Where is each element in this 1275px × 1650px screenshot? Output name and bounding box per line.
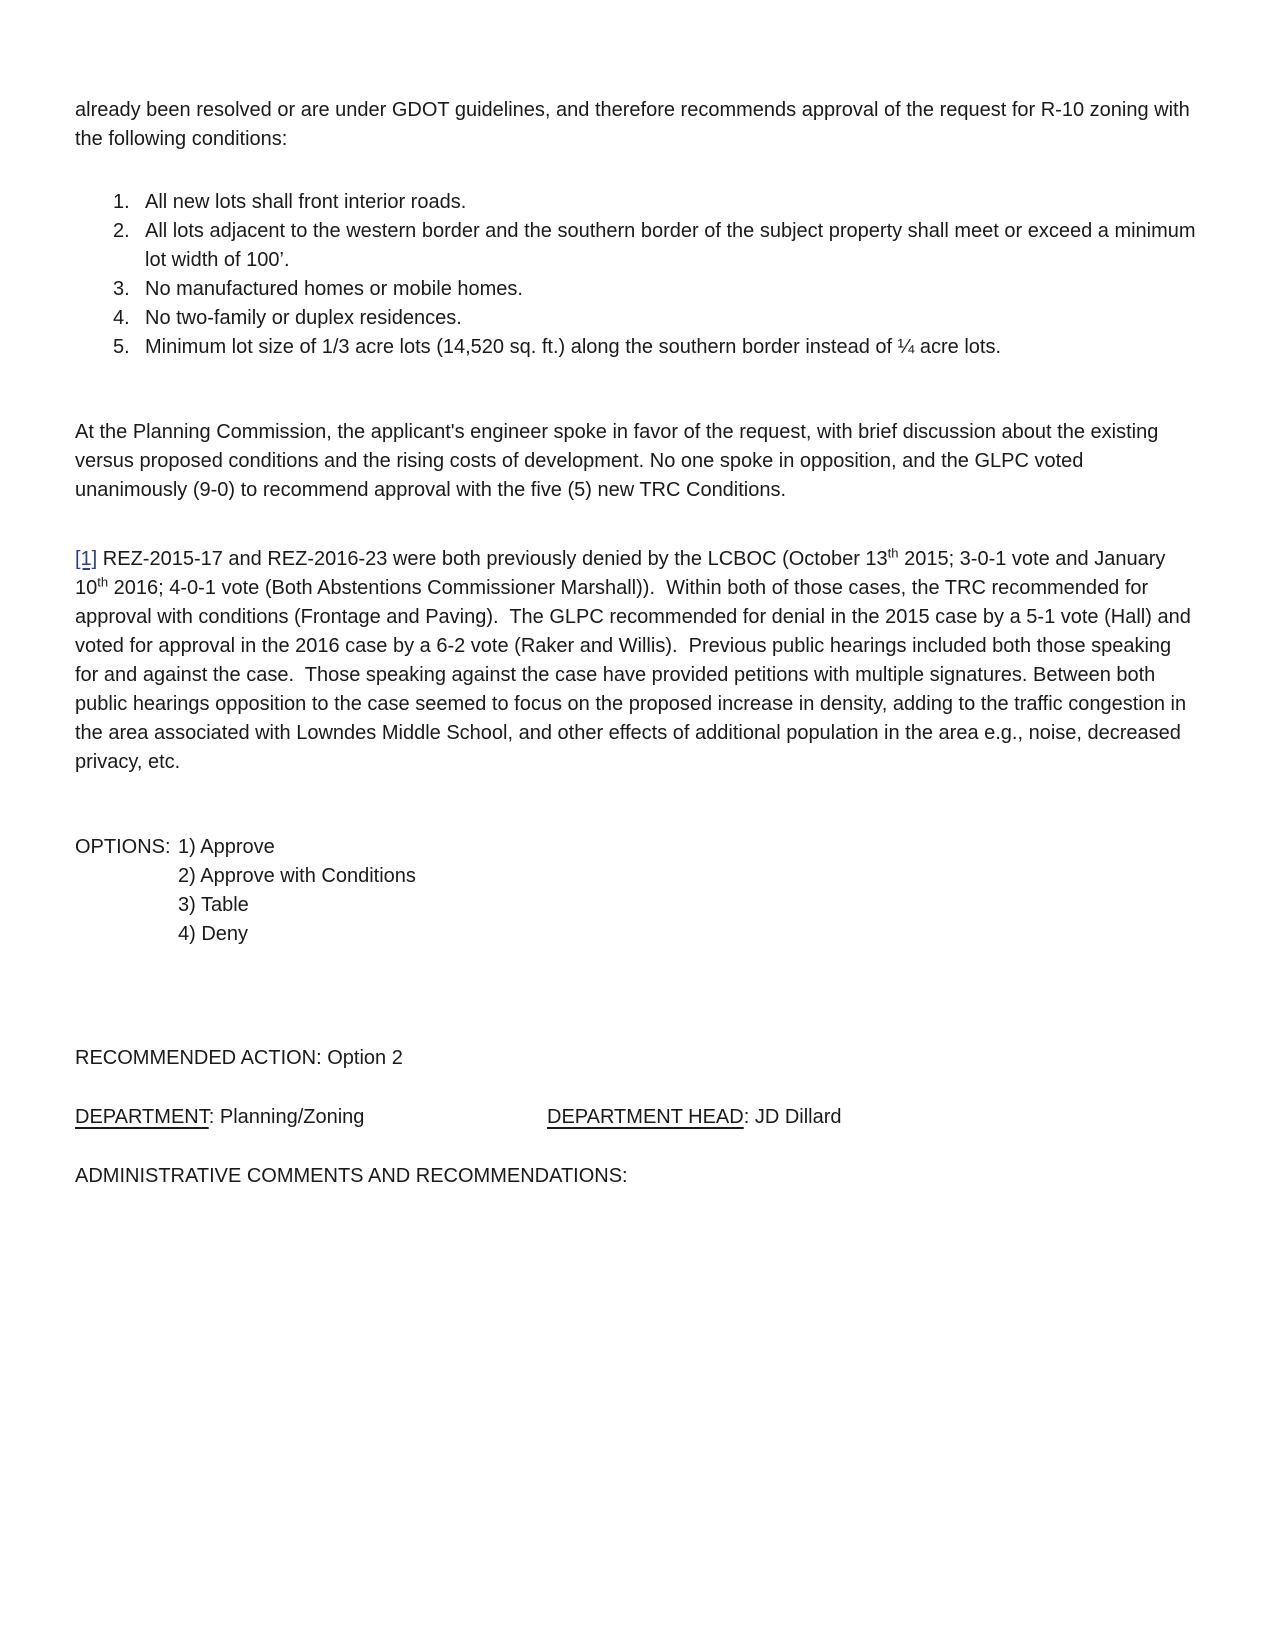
condition-number: 5. [113, 336, 130, 358]
department-head-value: : JD Dillard [743, 1106, 842, 1128]
department-label: DEPARTMENT [75, 1106, 209, 1128]
condition-text: No two-family or duplex residences. [145, 307, 462, 329]
recommended-action-value: Option 2 [321, 1047, 403, 1069]
options-section [75, 833, 1197, 949]
ordinal-superscript: th [97, 574, 109, 590]
conditions-list [75, 188, 1202, 362]
recommended-action-line [75, 1044, 1197, 1073]
condition-number: 1. [113, 191, 130, 213]
footnote-text-segment: REZ-2015-17 and REZ-2016-23 were both previously denied by the LCBOC (October 13 [97, 548, 888, 570]
footnote-text-segment: 2016; 4-0-1 vote (Both Abstentions Commissioner Marshall)). Within both of those cases, the TRC recommended for approval with conditions (Frontage and Paving). The GLPC recommended for denial in the 2015 case by a 5-1 vote (Hall) and voted for approval in the 2016 case by a 6-2 vote (Raker and Willis). Previous public hearings included both those speaking for and against the case. Those speaking against the case have provided petitions with multiple signatures. Between both public hearings opposition to the case seemed to focus on the proposed increase in density, adding to the traffic congestion in the area associated with Lowndes Middle School, and other effects of additional population in the area e.g., noise, decreased privacy, etc. [75, 577, 1197, 773]
condition-item-3 [75, 275, 1197, 304]
footnote-text-segment: 2015; 3-0-1 vote and January 10 [75, 548, 1171, 599]
recommended-action-label: RECOMMENDED ACTION: [75, 1047, 322, 1069]
condition-text: All lots adjacent to the western border and the southern border of the subject property shall meet or exceed a minimum lot width of 100’. [145, 220, 1202, 271]
condition-text: Minimum lot size of 1/3 acre lots (14,520 sq. ft.) along the southern border instead of ¼ acre lots. [145, 336, 1001, 358]
options-label: OPTIONS: [75, 836, 171, 858]
intro-paragraph: already been resolved or are under GDOT guidelines, and therefore recommends approval of the request for R-10 zoning with the following conditions: [75, 99, 1196, 150]
ordinal-superscript: th [887, 545, 899, 561]
condition-text: No manufactured homes or mobile homes. [145, 278, 523, 300]
condition-number: 2. [113, 220, 130, 242]
department-cell [75, 1103, 547, 1132]
condition-number: 4. [113, 307, 130, 329]
option-deny: 4) Deny [178, 923, 249, 945]
option-approve: 1) Approve [178, 836, 275, 858]
planning-commission-paragraph: At the Planning Commission, the applicant's engineer spoke in favor of the request, with brief discussion about the existing versus proposed conditions and the rising costs of development. No one spoke in opposition, and the GLPC voted unanimously (9-0) to recommend approval with the five (5) new TRC Conditions. [75, 421, 1164, 501]
footnote-paragraph [75, 545, 1197, 777]
department-head-label: DEPARTMENT HEAD [547, 1106, 744, 1128]
condition-item-2 [75, 217, 1202, 275]
condition-number: 3. [113, 278, 130, 300]
condition-item-4 [75, 304, 1197, 333]
administrative-comments-heading: ADMINISTRATIVE COMMENTS AND RECOMMENDATIONS: [75, 1165, 628, 1187]
department-value: : Planning/Zoning [208, 1106, 365, 1128]
department-line [75, 1103, 1197, 1132]
footnote-1-link[interactable]: [1] [75, 548, 98, 570]
condition-item-1 [75, 188, 1197, 217]
condition-item-5 [75, 333, 1197, 362]
condition-text: All new lots shall front interior roads. [145, 191, 467, 213]
options-items [178, 833, 1197, 949]
option-table: 3) Table [178, 894, 249, 916]
option-approve-with-conditions: 2) Approve with Conditions [178, 865, 416, 887]
department-head-cell [547, 1103, 1197, 1132]
